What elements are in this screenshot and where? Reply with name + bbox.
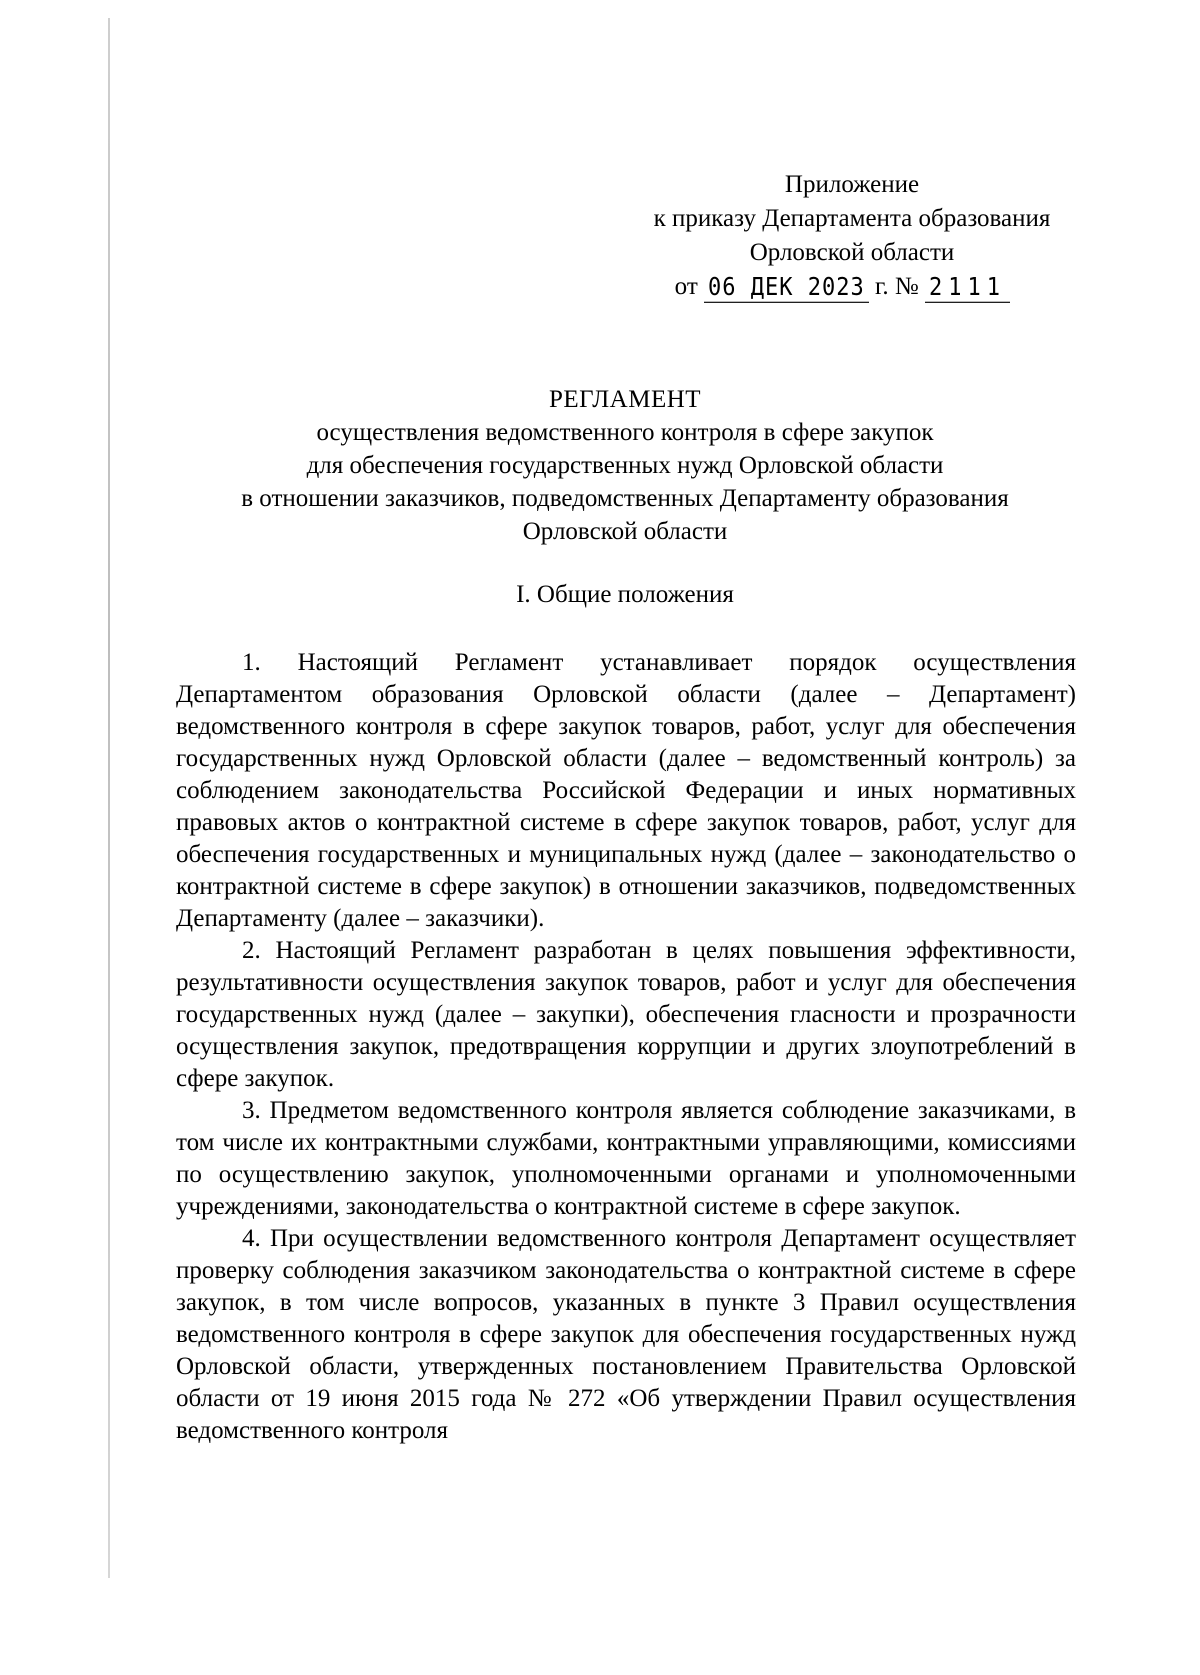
handwritten-order-number: 2111 <box>925 274 1010 303</box>
document-body <box>176 647 1076 1447</box>
approval-line-region: Орловской области <box>749 239 955 266</box>
approval-stamp-block <box>622 168 1082 304</box>
title-line-1: осуществления ведомственного контроля в сфере закупок <box>316 419 934 446</box>
scan-edge-line <box>108 18 110 1578</box>
approval-line-order: к приказу Департамента образования <box>653 205 1051 232</box>
title-main: РЕГЛАМЕНТ <box>548 386 702 413</box>
title-line-4: Орловской области <box>522 518 728 545</box>
section-heading: I. Общие положения <box>516 581 734 608</box>
paragraph-2: 2. Настоящий Регламент разработан в целях повышения эффективности, результативности осуществления закупок товаров, работ и услуг для обеспечения государственных нужд (далее – закупки), обеспечения гласности и прозрачности осуществления закупок, предотвращения коррупции и других злоупотреблений в сфере закупок. <box>176 937 1076 1092</box>
title-line-2: для обеспечения государственных нужд Орловской области <box>306 452 944 479</box>
year-number-label: г. № <box>874 273 919 300</box>
approval-line-appendix: Приложение <box>784 171 920 198</box>
paragraph-1: 1. Настоящий Регламент устанавливает порядок осуществления Департаментом образования Орловской области (далее – Департамент) ведомственного контроля в сфере закупок товаров, работ, услуг для обеспечения государственных нужд Орловской области (далее – ведомственный контроль) за соблюдением законодательства Российской Федерации и иных нормативных правовых актов о контрактной системе в сфере закупок товаров, работ, услуг для обеспечения государственных и муниципальных нужд (далее – законодательство о контрактной системе в сфере закупок) в отношении заказчиков, подведомственных Департаменту (далее – заказчики). <box>176 649 1076 932</box>
title-line-3: в отношении заказчиков, подведомственных Департаменту образования <box>241 485 1009 512</box>
document-title <box>170 383 1080 548</box>
paragraph-4: 4. При осуществлении ведомственного контроля Департамент осуществляет проверку соблюдения заказчиком законодательства о контрактной системе в сфере закупок, в том числе вопросов, указанных в пункте 3 Правил осуществления ведомственного контроля в сфере закупок для обеспечения государственных нужд Орловской области, утвержденных постановлением Правительства Орловской области от 19 июня 2015 года № 272 «Об утверждении Правил осуществления ведомственного контроля <box>176 1225 1076 1444</box>
approval-date-number-line <box>622 270 1082 304</box>
handwritten-date: 06 ДЕК 2023 <box>704 274 869 303</box>
from-label: от <box>674 273 698 300</box>
paragraph-3: 3. Предметом ведомственного контроля является соблюдение заказчиками, в том числе их контрактными службами, контрактными управляющими, комиссиями по осуществлению закупок, уполномоченными органами и уполномоченными учреждениями, законодательства о контрактной системе в сфере закупок. <box>176 1097 1076 1220</box>
